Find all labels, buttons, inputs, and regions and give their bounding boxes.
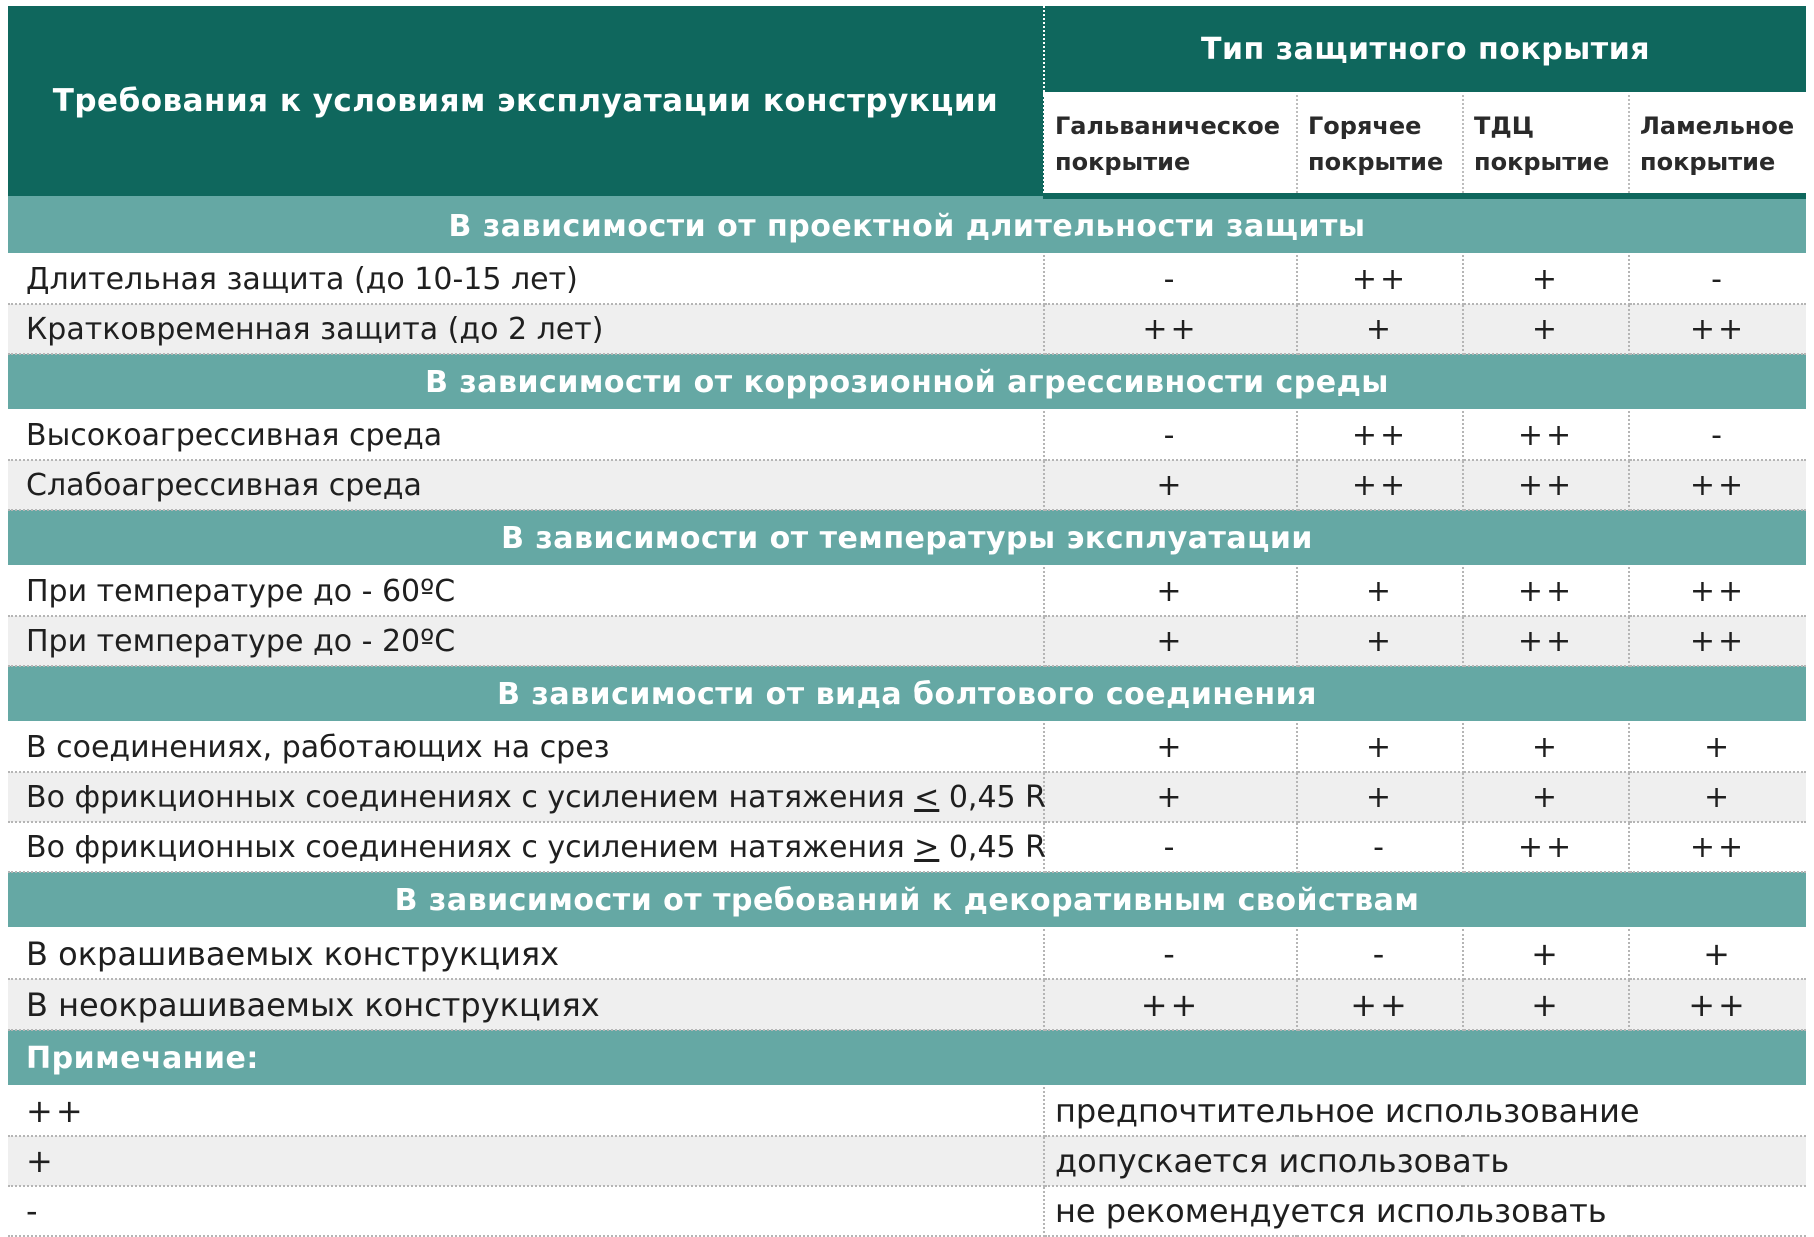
cell-lamellar: + <box>1629 928 1806 979</box>
row-label: В неокрашиваемых конструкциях <box>8 979 1044 1030</box>
section-header-row <box>8 666 1806 722</box>
row-label: Высокоагрессивная среда <box>8 410 1044 460</box>
cell-tdc: ++ <box>1463 566 1629 616</box>
legend-description: не рекомендуется использовать <box>1044 1186 1806 1236</box>
row-label: При температуре до - 60ºС <box>8 566 1044 616</box>
row-label: В окрашиваемых конструкциях <box>8 928 1044 979</box>
cell-lamellar: ++ <box>1629 460 1806 510</box>
cell-tdc: + <box>1463 722 1629 772</box>
column-header-line: покрытие <box>1308 148 1444 176</box>
cell-galvanic: + <box>1044 722 1297 772</box>
cell-hot: + <box>1297 616 1463 666</box>
cell-galvanic: - <box>1044 928 1297 979</box>
legend-description: допускается использовать <box>1044 1136 1806 1186</box>
table-row <box>8 979 1806 1030</box>
section-header-row <box>8 196 1806 254</box>
column-header-line: покрытие <box>1640 148 1776 176</box>
cell-galvanic: ++ <box>1044 979 1297 1030</box>
less-equal-symbol: < <box>914 779 940 815</box>
column-header-line: Гальваническое <box>1055 112 1281 140</box>
column-header-line: Горячее <box>1308 112 1422 140</box>
cell-galvanic: - <box>1044 254 1297 304</box>
legend-symbol: ++ <box>8 1086 1044 1136</box>
legend-row <box>8 1136 1806 1186</box>
table-row <box>8 566 1806 616</box>
coating-type-header: Тип защитного покрытия <box>1044 6 1806 94</box>
cell-tdc: ++ <box>1463 822 1629 872</box>
requirements-header: Требования к условиям эксплуатации конструкции <box>8 6 1044 196</box>
cell-lamellar: + <box>1629 722 1806 772</box>
table-row <box>8 616 1806 666</box>
cell-tdc: ++ <box>1463 616 1629 666</box>
note-header-row <box>8 1030 1806 1086</box>
row-label-text: Во фрикционных соединениях с усилением натяжения <box>26 779 915 815</box>
column-header-line: покрытие <box>1055 148 1191 176</box>
cell-hot: + <box>1297 722 1463 772</box>
cell-hot: ++ <box>1297 254 1463 304</box>
column-header-lamellar <box>1629 94 1806 197</box>
cell-lamellar: ++ <box>1629 979 1806 1030</box>
cell-tdc: + <box>1463 304 1629 354</box>
cell-hot: + <box>1297 566 1463 616</box>
table-row <box>8 410 1806 460</box>
row-label <box>8 822 1047 872</box>
coating-table-container <box>8 6 1806 1237</box>
cell-galvanic: + <box>1044 772 1297 822</box>
cell-hot: + <box>1297 304 1463 354</box>
coating-requirements-table <box>8 6 1806 1237</box>
cell-hot: + <box>1297 772 1463 822</box>
table-row <box>8 460 1806 510</box>
cell-lamellar: ++ <box>1629 616 1806 666</box>
cell-lamellar: - <box>1629 410 1806 460</box>
row-label: В соединениях, работающих на срез <box>8 722 1044 772</box>
column-header-line: покрытие <box>1474 148 1610 176</box>
note-title: Примечание: <box>8 1030 1806 1086</box>
cell-hot: - <box>1297 928 1463 979</box>
row-label <box>8 772 1047 822</box>
cell-galvanic: + <box>1044 460 1297 510</box>
cell-galvanic: ++ <box>1044 304 1297 354</box>
table-row <box>8 822 1806 872</box>
row-label: Длительная защита (до 10-15 лет) <box>8 254 1044 304</box>
cell-tdc: + <box>1463 928 1629 979</box>
table-row <box>8 772 1806 822</box>
column-header-line: ТДЦ <box>1474 112 1535 140</box>
column-header-hot <box>1297 94 1463 197</box>
cell-lamellar: + <box>1629 772 1806 822</box>
row-label: Кратковременная защита (до 2 лет) <box>8 304 1044 354</box>
cell-tdc: + <box>1463 254 1629 304</box>
cell-tdc: + <box>1463 979 1629 1030</box>
legend-symbol: - <box>8 1186 1044 1236</box>
cell-hot: ++ <box>1297 460 1463 510</box>
cell-hot: ++ <box>1297 410 1463 460</box>
column-header-galvanic <box>1044 94 1297 197</box>
cell-galvanic: - <box>1044 822 1297 872</box>
cell-tdc: ++ <box>1463 410 1629 460</box>
cell-hot: ++ <box>1297 979 1463 1030</box>
section-header-row <box>8 354 1806 410</box>
cell-galvanic: - <box>1044 410 1297 460</box>
section-header-row <box>8 872 1806 928</box>
section-header-row <box>8 510 1806 566</box>
table-row <box>8 928 1806 979</box>
cell-galvanic: + <box>1044 566 1297 616</box>
cell-lamellar: ++ <box>1629 566 1806 616</box>
legend-symbol: + <box>8 1136 1044 1186</box>
row-label-text: 0,45 R <box>939 779 1047 815</box>
cell-tdc: + <box>1463 772 1629 822</box>
row-label: Слабоагрессивная среда <box>8 460 1044 510</box>
row-label-text: Во фрикционных соединениях с усилением натяжения <box>26 829 915 865</box>
table-row <box>8 254 1806 304</box>
row-label-text: 0,45 R <box>939 829 1047 865</box>
legend-row <box>8 1086 1806 1136</box>
table-row <box>8 722 1806 772</box>
cell-lamellar: - <box>1629 254 1806 304</box>
section-title: В зависимости от вида болтового соединения <box>8 666 1806 722</box>
cell-hot: - <box>1297 822 1463 872</box>
cell-tdc: ++ <box>1463 460 1629 510</box>
table-row <box>8 304 1806 354</box>
section-title: В зависимости от требований к декоративным свойствам <box>8 872 1806 928</box>
greater-equal-symbol: > <box>914 829 940 865</box>
cell-lamellar: ++ <box>1629 822 1806 872</box>
cell-galvanic: + <box>1044 616 1297 666</box>
section-title: В зависимости от температуры эксплуатации <box>8 510 1806 566</box>
section-title: В зависимости от проектной длительности защиты <box>8 196 1806 254</box>
legend-description: предпочтительное использование <box>1044 1086 1806 1136</box>
row-label: При температуре до - 20ºС <box>8 616 1044 666</box>
column-header-tdc <box>1463 94 1629 197</box>
cell-lamellar: ++ <box>1629 304 1806 354</box>
section-title: В зависимости от коррозионной агрессивности среды <box>8 354 1806 410</box>
column-header-line: Ламельное <box>1640 112 1795 140</box>
